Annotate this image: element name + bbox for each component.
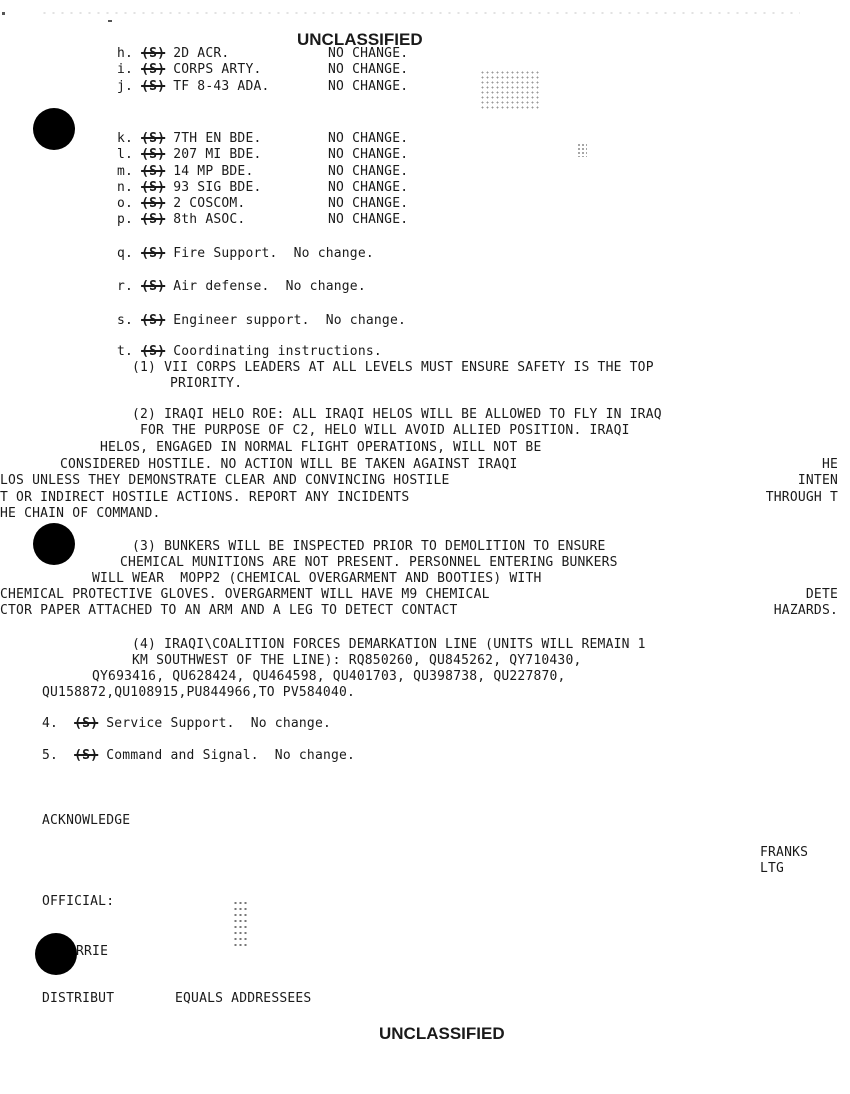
instruction-2-line: INTEN <box>797 473 838 488</box>
paragraph-service-support: 4. (S) Service Support. No change. <box>42 716 331 731</box>
instruction-2-line: HELOS, ENGAGED IN NORMAL FLIGHT OPERATIONS, WILL NOT BE <box>100 440 542 455</box>
list-item: h. (S) 2D ACR. <box>117 46 230 61</box>
list-item: i. (S) CORPS ARTY. <box>117 62 262 77</box>
list-item: n. (S) 93 SIG BDE. <box>117 180 262 195</box>
instruction-2-line: FOR THE PURPOSE OF C2, HELO WILL AVOID ALLIED POSITION. IRAQI <box>140 423 630 438</box>
redaction-mark <box>35 933 77 975</box>
list-item-status: NO CHANGE. <box>328 164 409 179</box>
distribution-value: EQUALS ADDRESSEES <box>175 991 312 1006</box>
list-item-status: NO CHANGE. <box>328 46 409 61</box>
instruction-3-line: WILL WEAR MOPP2 (CHEMICAL OVERGARMENT AND BOOTIES) WITH <box>92 571 542 586</box>
list-item: l. (S) 207 MI BDE. <box>117 147 262 162</box>
redaction-mark <box>33 108 75 150</box>
list-item: p. (S) 8th ASOC. <box>117 212 246 227</box>
list-item-status: NO CHANGE. <box>328 147 409 162</box>
instruction-1-line: PRIORITY. <box>170 376 243 391</box>
instruction-2-line: (2) IRAQI HELO ROE: ALL IRAQI HELOS WILL BE ALLOWED TO FLY IN IRAQ <box>132 407 662 422</box>
scan-noise <box>480 70 540 110</box>
instruction-2-line: LOS UNLESS THEY DEMONSTRATE CLEAR AND CONVINCING HOSTILE <box>0 473 450 488</box>
scan-noise <box>233 900 247 950</box>
scan-noise <box>577 143 587 157</box>
official-label: OFFICIAL: <box>42 894 115 909</box>
list-item-status: NO CHANGE. <box>328 212 409 227</box>
scan-noise <box>40 10 800 18</box>
section-coordinating-instructions: t. (S) Coordinating instructions. <box>117 344 382 359</box>
section-air-defense: r. (S) Air defense. No change. <box>117 279 366 294</box>
distribution-label: DISTRIBUT <box>42 991 115 1006</box>
list-item: o. (S) 2 COSCOM. <box>117 196 246 211</box>
signer-name: FRANKS <box>760 845 809 860</box>
list-item-status: NO CHANGE. <box>328 131 409 146</box>
list-item: j. (S) TF 8-43 ADA. <box>117 79 270 94</box>
instruction-3-line: DETE <box>805 587 838 602</box>
instruction-2-line: T OR INDIRECT HOSTILE ACTIONS. REPORT ANY INCIDENTS <box>0 490 410 505</box>
scan-speck <box>108 20 112 22</box>
redaction-mark <box>33 523 75 565</box>
instruction-1-line: (1) VII CORPS LEADERS AT ALL LEVELS MUST ENSURE SAFETY IS THE TOP <box>132 360 654 375</box>
list-item-status: NO CHANGE. <box>328 196 409 211</box>
instruction-3-line: CHEMICAL MUNITIONS ARE NOT PRESENT. PERSONNEL ENTERING BUNKERS <box>120 555 618 570</box>
instruction-4-line: QY693416, QU628424, QU464598, QU401703, QU398738, QU227870, <box>92 669 566 684</box>
instruction-2-line: HE <box>821 457 838 472</box>
instruction-4-line: QU158872,QU108915,PU844966,TO PV584040. <box>42 685 356 700</box>
list-item-status: NO CHANGE. <box>328 180 409 195</box>
instruction-4-line: (4) IRAQI\COALITION FORCES DEMARKATION LINE (UNITS WILL REMAIN 1 <box>132 637 646 652</box>
official-name: RRIE <box>76 944 109 959</box>
list-item: k. (S) 7TH EN BDE. <box>117 131 262 146</box>
section-engineer-support: s. (S) Engineer support. No change. <box>117 313 406 328</box>
instruction-2-line: THROUGH T <box>765 490 838 505</box>
paragraph-command-signal: 5. (S) Command and Signal. No change. <box>42 748 356 763</box>
instruction-3-line: (3) BUNKERS WILL BE INSPECTED PRIOR TO DEMOLITION TO ENSURE <box>132 539 606 554</box>
section-fire-support: q. (S) Fire Support. No change. <box>117 246 374 261</box>
classification-header: UNCLASSIFIED <box>297 30 423 49</box>
list-item-status: NO CHANGE. <box>328 79 409 94</box>
signer-rank: LTG <box>760 861 785 876</box>
instruction-3-line: HAZARDS. <box>773 603 838 618</box>
list-item: m. (S) 14 MP BDE. <box>117 164 254 179</box>
instruction-4-line: KM SOUTHWEST OF THE LINE): RQ850260, QU845262, QY710430, <box>132 653 582 668</box>
classification-footer: UNCLASSIFIED <box>379 1024 505 1043</box>
instruction-2-line: HE CHAIN OF COMMAND. <box>0 506 161 521</box>
acknowledge-line: ACKNOWLEDGE <box>42 813 131 828</box>
instruction-3-line: CHEMICAL PROTECTIVE GLOVES. OVERGARMENT WILL HAVE M9 CHEMICAL <box>0 587 490 602</box>
instruction-3-line: CTOR PAPER ATTACHED TO AN ARM AND A LEG TO DETECT CONTACT <box>0 603 458 618</box>
scan-speck <box>2 12 5 15</box>
instruction-2-line: CONSIDERED HOSTILE. NO ACTION WILL BE TAKEN AGAINST IRAQI <box>60 457 518 472</box>
list-item-status: NO CHANGE. <box>328 62 409 77</box>
